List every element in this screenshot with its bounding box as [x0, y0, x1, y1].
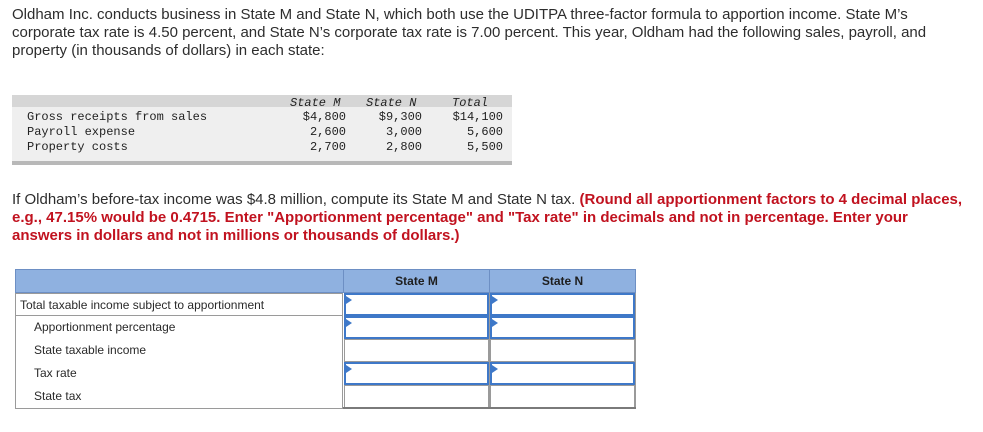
row-label-tax-rate: Tax rate	[34, 366, 77, 380]
property-state-m: 2,700	[309, 140, 346, 154]
apportionment-percentage-state-m-input[interactable]	[346, 318, 487, 337]
row-label-apportionment-percentage: Apportionment percentage	[34, 320, 176, 334]
state-taxable-income-state-n-input[interactable]	[491, 340, 634, 361]
input-marker-icon	[346, 296, 352, 304]
row-label-payroll: Payroll expense	[27, 125, 136, 139]
header-total: Total	[452, 96, 489, 110]
state-taxable-income-state-m-input[interactable]	[345, 340, 488, 361]
table-footer-bar	[12, 161, 512, 165]
input-marker-icon	[492, 319, 498, 327]
tax-rate-state-m-cell[interactable]	[344, 362, 489, 385]
tax-rate-state-m-input[interactable]	[346, 364, 487, 383]
row-label-gross-receipts: Gross receipts from sales	[27, 110, 208, 124]
gross-receipts-state-n: $9,300	[378, 110, 422, 124]
input-marker-icon	[492, 296, 498, 304]
apportionment-percentage-state-m-cell[interactable]	[344, 316, 489, 339]
total-taxable-income-state-n-input[interactable]	[492, 295, 633, 314]
payroll-state-m: 2,600	[309, 125, 346, 139]
table-header-bar	[12, 95, 512, 107]
row-label-state-tax: State tax	[34, 389, 82, 403]
row-label-total-taxable-income: Total taxable income subject to apportionment	[15, 293, 343, 316]
apportionment-percentage-state-n-cell[interactable]	[490, 316, 635, 339]
total-taxable-income-state-n-cell[interactable]	[490, 293, 635, 316]
tax-rate-state-n-cell[interactable]	[490, 362, 635, 385]
apportionment-percentage-state-n-input[interactable]	[492, 318, 633, 337]
state-taxable-income-state-n-cell[interactable]	[490, 339, 635, 362]
grid-total-underline	[343, 407, 636, 409]
header-state-n: State N	[366, 96, 417, 110]
question-prompt: If Oldham’s before-tax income was $4.8 million, compute its State M and State N tax.	[12, 191, 576, 208]
total-taxable-income-state-m-cell[interactable]	[344, 293, 489, 316]
question-text	[12, 191, 972, 245]
answer-grid	[15, 269, 636, 409]
state-tax-state-m-input[interactable]	[345, 386, 488, 407]
tax-rate-state-n-input[interactable]	[492, 364, 633, 383]
grid-header-state-n: State N	[489, 269, 636, 293]
state-tax-state-n-cell[interactable]	[490, 385, 635, 408]
payroll-state-n: 3,000	[385, 125, 422, 139]
property-state-n: 2,800	[385, 140, 422, 154]
input-marker-icon	[492, 365, 498, 373]
gross-receipts-total: $14,100	[452, 110, 503, 124]
input-marker-icon	[346, 319, 352, 327]
question-instruction: (Round all apportionment factors to 4 decimal places, e.g., 47.15% would be 0.4715. Enter "Apportionment percentage" and "Tax rate" in decimals and not in percentage. Enter your answers in dollars and not in millions or thousands of dollars.)	[12, 191, 963, 244]
gross-receipts-state-m: $4,800	[302, 110, 346, 124]
payroll-total: 5,600	[466, 125, 503, 139]
total-taxable-income-state-m-input[interactable]	[346, 295, 487, 314]
header-state-m: State M	[290, 96, 341, 110]
state-tax-state-m-cell[interactable]	[344, 385, 489, 408]
problem-intro: Oldham Inc. conducts business in State M and State N, which both use the UDITPA three-factor formula to apportion income. State M’s corporate tax rate is 4.50 percent, and State N’s corporate tax rate is 7.00 percent. This year, Oldham had the following sales, payroll, and property (in thousands of dollars) in each state:	[12, 6, 927, 59]
row-label-state-taxable-income: State taxable income	[34, 343, 147, 357]
property-total: 5,500	[466, 140, 503, 154]
state-data-table	[12, 95, 512, 165]
column-separator	[635, 293, 636, 409]
input-marker-icon	[346, 365, 352, 373]
grid-header-state-m: State M	[343, 269, 490, 293]
state-taxable-income-state-m-cell[interactable]	[344, 339, 489, 362]
grid-header-blank	[15, 269, 344, 293]
row-label-property: Property costs	[27, 140, 128, 154]
state-tax-state-n-input[interactable]	[491, 386, 634, 407]
